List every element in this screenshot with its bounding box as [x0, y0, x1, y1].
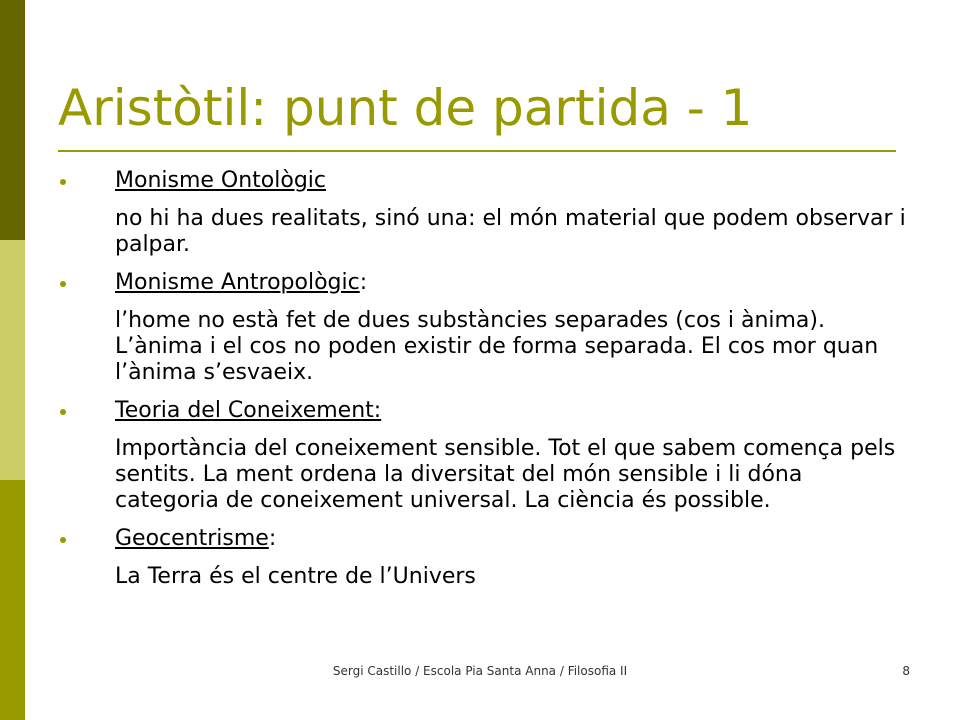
bullet-dot-icon — [60, 409, 66, 415]
bullet-heading: Monisme Ontològic — [115, 168, 327, 193]
title-underline-rule — [58, 150, 896, 152]
bullet-dot-icon — [60, 179, 66, 185]
slide-title: Aristòtil: punt de partida - 1 — [58, 79, 753, 137]
bullet-heading: Teoria del Coneixement: — [115, 398, 382, 423]
bullet-heading: Geocentrisme: — [115, 526, 277, 551]
bullet-text: no hi ha dues realitats, sinó una: el món material que podem observar i palpar. — [115, 206, 906, 257]
bullet-text: La Terra és el centre de l’Univers — [115, 564, 476, 589]
side-bar-light — [0, 240, 25, 480]
bullet-heading: Monisme Antropològic: — [115, 270, 368, 295]
side-bar-dark — [0, 0, 25, 240]
page-number: 8 — [902, 664, 910, 678]
bullet-text: Importància del coneixement sensible. Tot el que sabem comença pels sentits. La ment ordena la diversitat del món sensible i li dóna categoria de coneixement universal. La ciència és possible. — [115, 436, 896, 513]
slide-footer: Sergi Castillo / Escola Pia Santa Anna / Filosofia II — [332, 664, 628, 678]
bullet-item — [60, 168, 910, 258]
bullet-item — [60, 526, 910, 590]
bullet-list — [60, 168, 910, 602]
bullet-dot-icon — [60, 281, 66, 287]
bullet-item — [60, 270, 910, 386]
bullet-dot-icon — [60, 537, 66, 543]
side-bar-mid — [0, 480, 25, 720]
bullet-text: l’home no està fet de dues substàncies separades (cos i ànima). L’ànima i el cos no poden existir de forma separada. El cos mor quan l’ànima s’esvaeix. — [115, 308, 879, 385]
bullet-item — [60, 398, 910, 514]
